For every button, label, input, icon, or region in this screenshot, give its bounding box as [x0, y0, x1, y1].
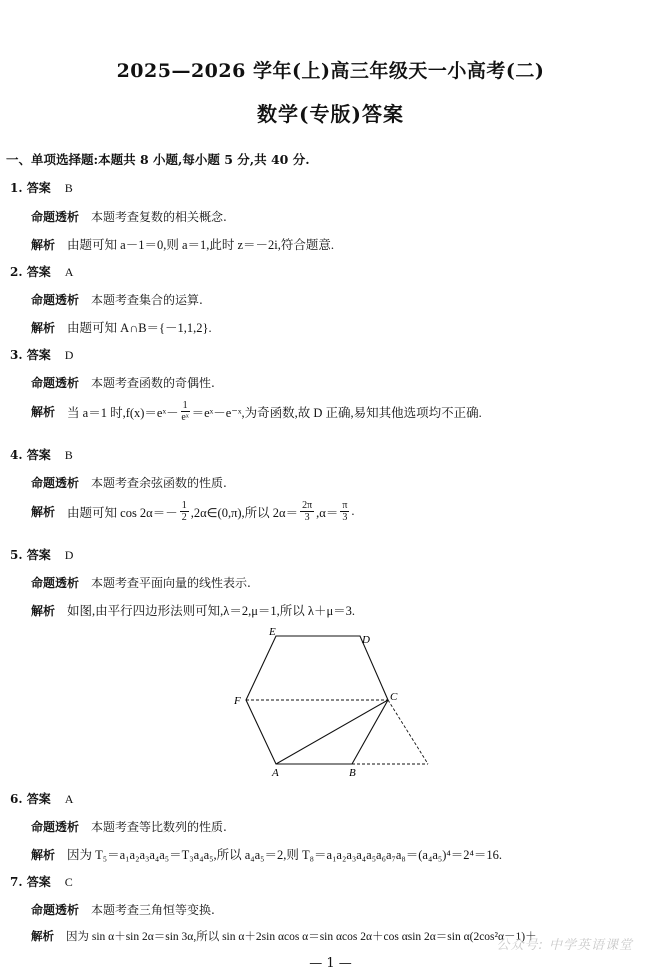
- intent-label: 命题透析: [31, 903, 80, 917]
- analysis-6: [31, 845, 502, 863]
- fraction: [181, 400, 190, 423]
- intent-1: [31, 208, 227, 225]
- intent-2: [31, 291, 203, 308]
- answer-value: A: [64, 792, 74, 806]
- intent-text: 本题考查等比数列的性质.: [91, 820, 227, 834]
- fraction-numerator: 1: [181, 500, 187, 511]
- intent-label: 命题透析: [31, 476, 80, 490]
- intent-text: 本题考查三角恒等变换.: [91, 903, 215, 917]
- analysis-label: 解析: [31, 929, 54, 943]
- answer-value: B: [64, 181, 73, 195]
- answer-7: [10, 873, 73, 890]
- vertex-label-e: E: [269, 626, 276, 638]
- page-number: — 1 —: [309, 956, 352, 971]
- answer-3: [10, 346, 73, 363]
- analysis-text-d: .: [351, 504, 355, 518]
- question-number: 5.: [10, 548, 23, 562]
- fraction-denominator: eˣ: [181, 412, 189, 423]
- question-number: 1.: [10, 181, 23, 195]
- intent-label: 命题透析: [31, 820, 80, 834]
- answer-5: [10, 546, 73, 563]
- analysis-text-pre: 当 a＝1 时,f(x)＝eˣ－: [67, 405, 179, 420]
- question-number: 3.: [10, 348, 23, 362]
- fraction-numerator: π: [342, 500, 348, 511]
- analysis-label: 解析: [31, 505, 56, 519]
- answer-value: D: [64, 348, 74, 362]
- analysis-text-b: ,2α∈(0,π),所以 2α＝: [190, 505, 299, 520]
- analysis-label: 解析: [31, 405, 56, 419]
- intent-text: 本题考查平面向量的线性表示.: [91, 576, 251, 590]
- hexagon-figure: [228, 624, 448, 784]
- section-heading: 一、单项选择题:本题共 8 小题,每小题 5 分,共 40 分.: [6, 152, 310, 167]
- intent-label: 命题透析: [31, 210, 80, 224]
- vertex-label-d: D: [362, 634, 370, 646]
- intent-label: 命题透析: [31, 376, 80, 390]
- intent-label: 命题透析: [31, 293, 80, 307]
- fraction-denominator: 3: [304, 512, 310, 523]
- analysis-1: [31, 235, 334, 253]
- analysis-text: 如图,由平行四边形法则可知,λ＝2,μ＝1,所以 λ＋μ＝3.: [67, 604, 356, 618]
- intent-text: 本题考查集合的运算.: [91, 293, 203, 307]
- answer-label: 答案: [26, 265, 51, 279]
- analysis-text-a: 由题可知 cos 2α＝－: [67, 505, 178, 520]
- answer-label: 答案: [26, 548, 51, 562]
- analysis-2: [31, 318, 212, 336]
- vertex-label-c: C: [390, 691, 398, 703]
- analysis-label: 解析: [31, 238, 56, 252]
- intent-5: [31, 574, 251, 591]
- fraction-denominator: 3: [342, 512, 348, 523]
- fraction: [180, 500, 189, 523]
- intent-text: 本题考查函数的奇偶性.: [91, 376, 215, 390]
- analysis-label: 解析: [31, 604, 56, 618]
- analysis-text-post: ＝eˣ－e⁻ˣ,为奇函数,故 D 正确,易知其他选项均不正确.: [191, 405, 482, 420]
- page-title: 2025—2026 学年(上)高三年级天一小高考(二): [116, 60, 545, 82]
- answer-value: D: [64, 548, 74, 562]
- question-number: 4.: [10, 448, 23, 462]
- analysis-text-c: ,α＝: [316, 505, 339, 520]
- answer-6: [10, 790, 73, 807]
- fraction-denominator: 2: [181, 512, 187, 523]
- fraction: [300, 500, 314, 523]
- answer-2: [10, 263, 73, 280]
- intent-text: 本题考查余弦函数的性质.: [91, 476, 227, 490]
- vertex-label-b: B: [349, 767, 356, 779]
- question-number: 7.: [10, 875, 23, 889]
- fraction-numerator: 2π: [302, 500, 313, 511]
- analysis-text: 因为 T₅＝a₁a₂a₃a₄a₅＝T₃a₄a₅,所以 a₄a₅＝2,则 T₈＝a₁a₂a₃a₄a₅a₆a₇a₈＝(a₄a₅)⁴＝2⁴＝16.: [67, 848, 503, 862]
- answer-label: 答案: [26, 181, 51, 195]
- intent-3: [31, 374, 215, 391]
- answer-label: 答案: [26, 875, 51, 889]
- question-number: 2.: [10, 265, 23, 279]
- answer-value: B: [64, 448, 73, 462]
- analysis-text: 因为 sin α＋sin 2α＝sin 3α,所以 sin α＋2sin αcos α＝sin αcos 2α＋cos αsin 2α＝sin α(2cos²α－1)＋: [66, 931, 537, 943]
- analysis-label: 解析: [31, 321, 56, 335]
- answer-1: [10, 179, 73, 196]
- analysis-text: 由题可知 A∩B＝{－1,1,2}.: [67, 321, 212, 335]
- vertex-label-f: F: [234, 695, 241, 707]
- fraction: [340, 500, 349, 523]
- analysis-label: 解析: [31, 848, 56, 862]
- answer-value: A: [64, 265, 74, 279]
- answer-label: 答案: [26, 348, 51, 362]
- question-number: 6.: [10, 792, 23, 806]
- answer-value: C: [64, 875, 73, 889]
- intent-label: 命题透析: [31, 576, 80, 590]
- analysis-text: 由题可知 a－1＝0,则 a＝1,此时 z＝－2i,符合题意.: [67, 238, 335, 252]
- vector-ac: [276, 700, 388, 764]
- answer-4: [10, 446, 73, 463]
- dashed-line-c-ext: [388, 700, 428, 764]
- intent-4: [31, 474, 227, 491]
- fraction-numerator: 1: [182, 400, 188, 411]
- analysis-3: [31, 400, 482, 423]
- vertex-label-a: A: [272, 767, 279, 779]
- analysis-5: [31, 601, 355, 619]
- analysis-7: [31, 928, 537, 944]
- analysis-4: [31, 500, 355, 523]
- intent-7: [31, 901, 215, 918]
- intent-text: 本题考查复数的相关概念.: [91, 210, 227, 224]
- watermark: 公众号: 中学英语课堂: [496, 938, 633, 953]
- intent-6: [31, 818, 227, 835]
- answer-label: 答案: [26, 792, 51, 806]
- page-subtitle: 数学(专版)答案: [257, 102, 404, 126]
- answer-label: 答案: [26, 448, 51, 462]
